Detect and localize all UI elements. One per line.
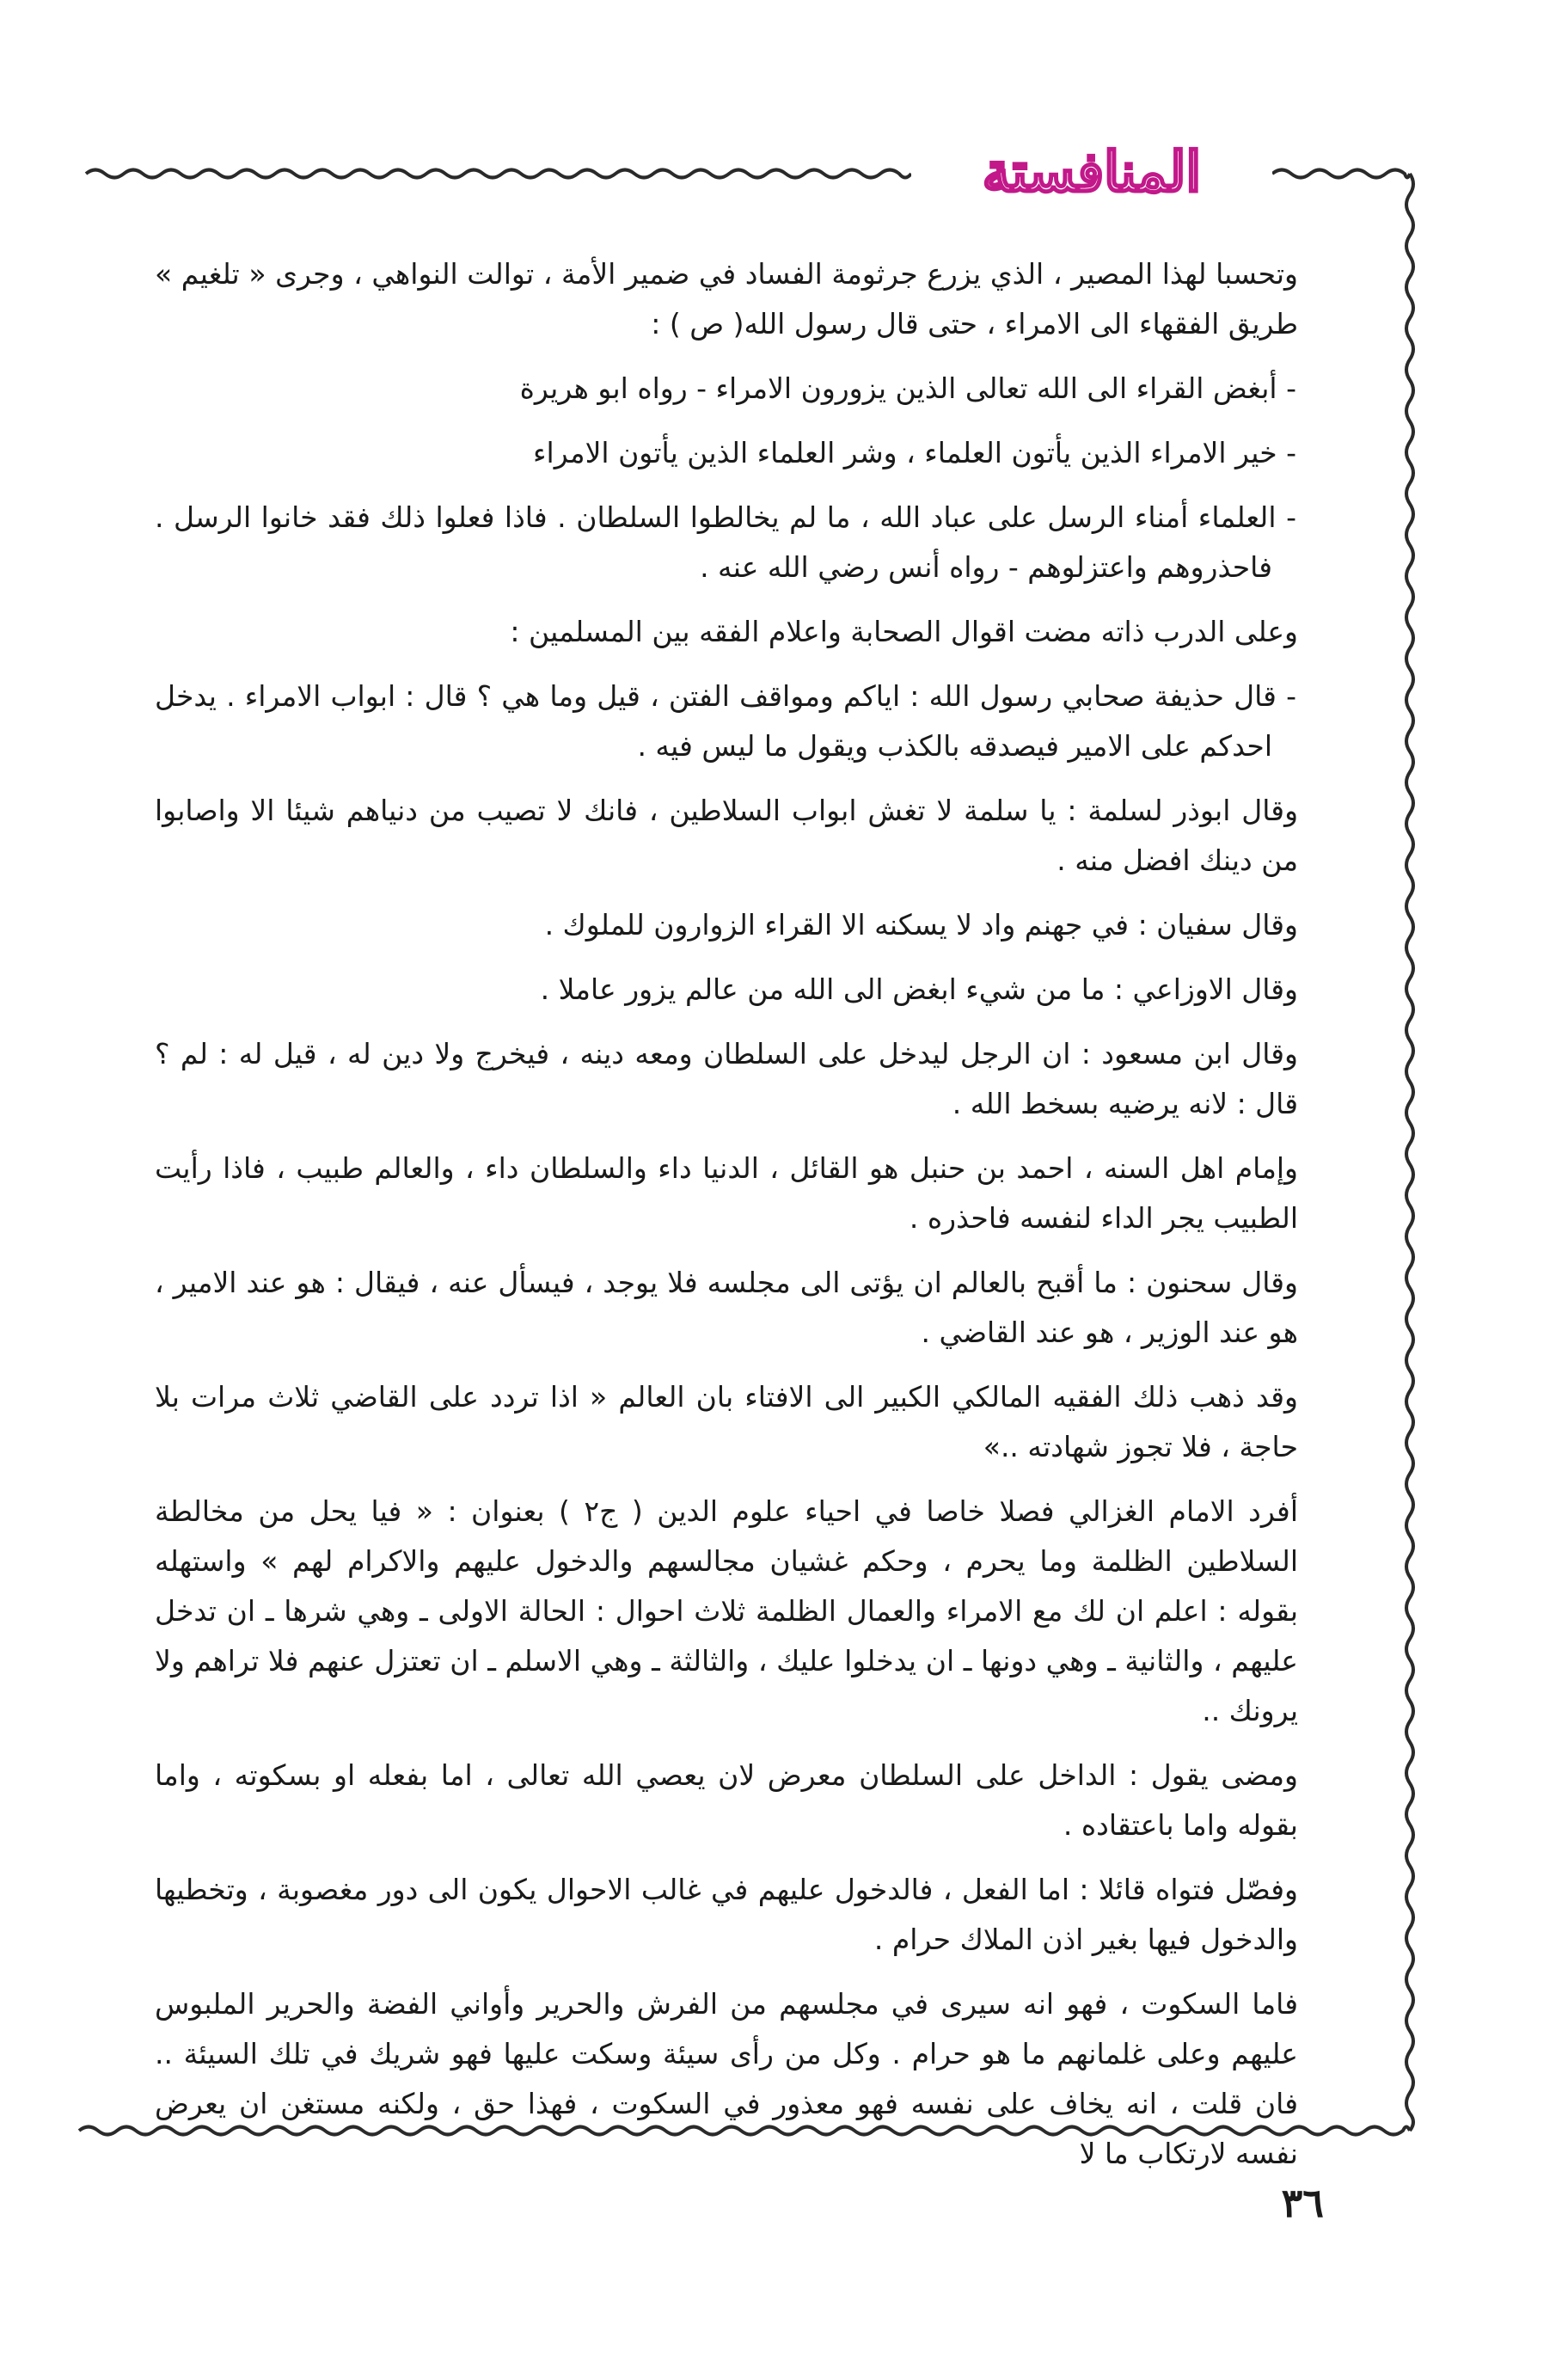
paragraph: وقال الاوزاعي : ما من شيء ابغض الى الله من عالم يزور عاملا . — [540, 972, 1298, 1006]
paragraph: ومضى يقول : الداخل على السلطان معرض لان يعصي الله تعالى ، اما بفعله او بسكوته ، واما بقوله واما باعتقاده . — [155, 1758, 1298, 1842]
paragraph: وقال سحنون : ما أقبح بالعالم ان يؤتى الى مجلسه فلا يوجد ، فيسأل عنه ، فيقال : هو عند الامير ، هو عند الوزير ، هو عند القاضي . — [155, 1266, 1298, 1349]
paragraph: وفصّل فتواه قائلا : اما الفعل ، فالدخول عليهم في غالب الاحوال يكون الى دور مغصوبة ، وتخطيها والدخول فيها بغير اذن الملاك حرام . — [155, 1873, 1298, 1956]
paragraph: فاما السكوت ، فهو انه سيرى في مجلسهم من الفرش والحرير وأواني الفضة والحرير الملبوس عليهم وعلى غلمانهم ما هو حرام . وكل من رأى سيئة وسكت عليها فهو شريك في تلك السيئة .. فان قلت ، انه يخاف على نفسه فهو معذور في السكوت ، فهذا حق ، ولكنه مستغن ان يعرض نفسه لارتكاب ما لا — [155, 1987, 1298, 2170]
paragraph: وقال ابوذر لسلمة : يا سلمة لا تغش ابواب السلاطين ، فانك لا تصيب من دنياهم شيئا الا واصابوا من دينك افضل منه . — [155, 794, 1298, 877]
quote-item: - خير الامراء الذين يأتون العلماء ، وشر العلماء الذين يأتون الامراء — [533, 436, 1296, 469]
paragraph: وعلى الدرب ذاته مضت اقوال الصحابة واعلام الفقه بين المسلمين : — [510, 615, 1298, 648]
paragraph: وقال سفيان : في جهنم واد لا يسكنه الا القراء الزوارون للملوك . — [544, 908, 1298, 942]
paragraph: وإمام اهل السنه ، احمد بن حنبل هو القائل ، الدنيا داء والسلطان داء ، والعالم طبيب ، فاذا رأيت الطبيب يجر الداء لنفسه فاحذره . — [155, 1151, 1298, 1235]
page-number: ٣٦ — [1281, 2180, 1324, 2226]
paragraph: أفرد الامام الغزالي فصلا خاصا في احياء علوم الدين ( ج٢ ) بعنوان : « فيا يحل من مخالطة السلاطين الظلمة وما يحرم ، وحكم غشيان مجالسهم والدخول عليهم والاكرام لهم » واستهله بقوله : اعلم ان لك مع الامراء والعمال الظلمة ثلاث احوال : الحالة الاولى ـ وهي شرها ـ ان تدخل عليهم ، والثانية ـ وهي دونها ـ ان يدخلوا عليك ، والثالثة ـ وهي الاسلم ـ ان تعتزل عنهم فلا تراهم ولا يرونك .. — [155, 1494, 1298, 1727]
paragraph: وقال ابن مسعود : ان الرجل ليدخل على السلطان ومعه دينه ، فيخرج ولا دين له ، قيل له : لم ؟ قال : لانه يرضيه بسخط الله . — [155, 1037, 1298, 1120]
paragraph: وقد ذهب ذلك الفقيه المالكي الكبير الى الافتاء بان العالم « اذا تردد على القاضي ثلاث مرات بلا حاجة ، فلا تجوز شهادته ..» — [155, 1380, 1298, 1463]
article-body — [155, 249, 1298, 2170]
quote-item: - العلماء أمناء الرسل على عباد الله ، ما لم يخالطوا السلطان . فاذا فعلوا ذلك فقد خانوا الرسل . فاحذروهم واعتزلوهم - رواه أنس رضي الله عنه . — [155, 500, 1296, 584]
quote-item: - أبغض القراء الى الله تعالى الذين يزورون الامراء - رواه ابو هريرة — [519, 371, 1296, 405]
right-wavy-border — [1406, 174, 1413, 2131]
quote-item: - قال حذيفة صحابي رسول الله : اياكم ومواقف الفتن ، قيل وما هي ؟ قال : ابواب الامراء . يدخل احدكم على الامير فيصدقه بالكذب ويقول ما ليس فيه . — [155, 679, 1296, 763]
paragraph: وتحسبا لهذا المصير ، الذي يزرع جرثومة الفساد في ضمير الأمة ، توالت النواهي ، وجرى « تلغيم » طريق الفقهاء الى الامراء ، حتى قال رسول الله( ص ) : — [155, 257, 1298, 340]
magazine-logo: المنافستة — [911, 133, 1272, 211]
